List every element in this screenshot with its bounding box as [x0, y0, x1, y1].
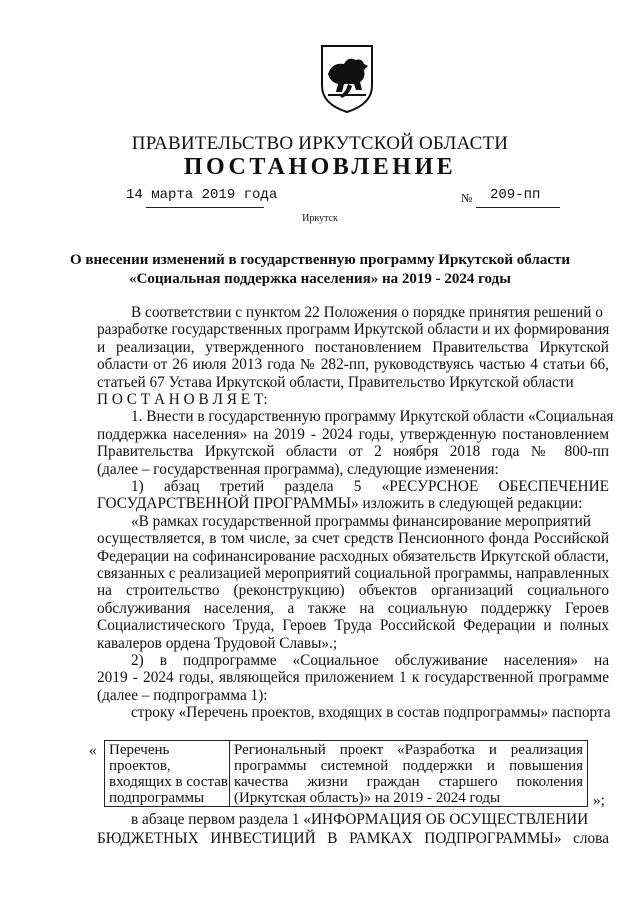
body-line: разработке государственных программ Иркутской области и их формирования [97, 321, 610, 339]
table-label-cell [105, 741, 230, 806]
body-line: поддержка населения» на 2019 - 2024 годы, утвержденную постановлением [97, 425, 609, 443]
body-line: области от 26 июля 2013 года № 282-пп, руководствуясь частью 4 статьи 66, [97, 356, 609, 374]
body-line: статьей 67 Устава Иркутской области, Правительство Иркутской области [97, 373, 574, 391]
body-line: Правительства Иркутской области от 2 ноября 2018 года № 800-пп [97, 443, 609, 461]
number-sign: № [461, 191, 473, 205]
body-line: и реализации, утвержденного постановлением Правительства Иркутской [97, 338, 609, 356]
table-value-cell [230, 741, 587, 806]
body-line: на строительство (реконструкцию) объектов организаций социального [97, 582, 609, 600]
table-open-quote: « [89, 742, 97, 759]
table-value-line: (Иркутская область)» на 2019 - 2024 годы [234, 790, 501, 806]
body-line: осуществляется, в том числе, за счет средств Пенсионного фонда Российской [97, 530, 609, 548]
body-line: ГОСУДАРСТВЕННОЙ ПРОГРАММЫ» изложить в следующей редакции: [97, 495, 583, 513]
body-line: кавалеров ордена Трудовой Славы».; [97, 634, 338, 652]
body-line: в абзаце первом раздела 1 «ИНФОРМАЦИЯ ОБ ОСУЩЕСТВЛЕНИИ [131, 811, 589, 828]
government-name: ПРАВИТЕЛЬСТВО ИРКУТСКОЙ ОБЛАСТИ [131, 133, 509, 154]
document-number: 209-пп [490, 187, 541, 203]
table-label-line: входящих в состав [109, 774, 228, 790]
body-line: связанных с реализацией мероприятий социальной программы, направленных [97, 565, 610, 582]
body-line: «В рамках государственной программы финансирование мероприятий [131, 512, 591, 530]
passport-row-table [104, 740, 588, 807]
coat-of-arms-emblem [318, 44, 376, 114]
document-title [40, 251, 600, 289]
table-close-quote: »; [593, 792, 605, 809]
body-line: Социалистического Труда, Героев Труда Российской Федерации и полных [97, 617, 609, 635]
table-label-line: подпрограммы [109, 790, 205, 806]
body-line: 2) в подпрограмме «Социальное обслуживание населения» на [131, 652, 609, 669]
number-underline [476, 207, 560, 208]
document-type: ПОСТАНОВЛЕНИЕ [183, 154, 457, 180]
table-label-line: проектов, [109, 758, 171, 774]
body-line: 1) абзац третий раздела 5 «РЕСУРСНОЕ ОБЕСПЕЧЕНИЕ [131, 478, 609, 495]
document-date: 14 марта 2019 года [126, 187, 278, 203]
city-name: Иркутск [302, 213, 338, 224]
table-value-line: качества жизни граждан старшего поколения [234, 774, 583, 790]
body-line: строку «Перечень проектов, входящих в состав подпрограммы» паспорта [131, 704, 611, 722]
table-label-line: Перечень [109, 742, 170, 758]
table-value-line: программы системной поддержки и повышения [234, 758, 583, 774]
date-underline [146, 207, 264, 208]
body-line: БЮДЖЕТНЫХ ИНВЕСТИЦИЙ В РАМКАХ ПОДПРОГРАММЫ» слова [97, 830, 609, 847]
body-line: обслуживания населения, а также на социальную поддержку Героев [97, 599, 609, 617]
table-value-line: Региональный проект «Разработка и реализация [234, 742, 583, 758]
body-line: В соответствии с пунктом 22 Положения о порядке принятия решений о [131, 304, 603, 321]
body-line: Федерации на софинансирование расходных обязательств Иркутской области, [97, 547, 609, 565]
title-line: «Социальная поддержка населения» на 2019 - 2024 годы [129, 271, 511, 287]
body-line: (далее – государственная программа), следующие изменения: [97, 460, 499, 478]
body-line: П О С Т А Н О В Л Я Е Т: [97, 391, 268, 408]
body-line: 1. Внести в государственную программу Иркутской области «Социальная [131, 408, 614, 426]
body-line: (далее – подпрограмма 1): [97, 686, 268, 704]
body-line: 2019 - 2024 годы, являющейся приложением 1 к государственной программе [97, 669, 609, 687]
title-line: О внесении изменений в государственную программу Иркутской области [69, 252, 571, 268]
